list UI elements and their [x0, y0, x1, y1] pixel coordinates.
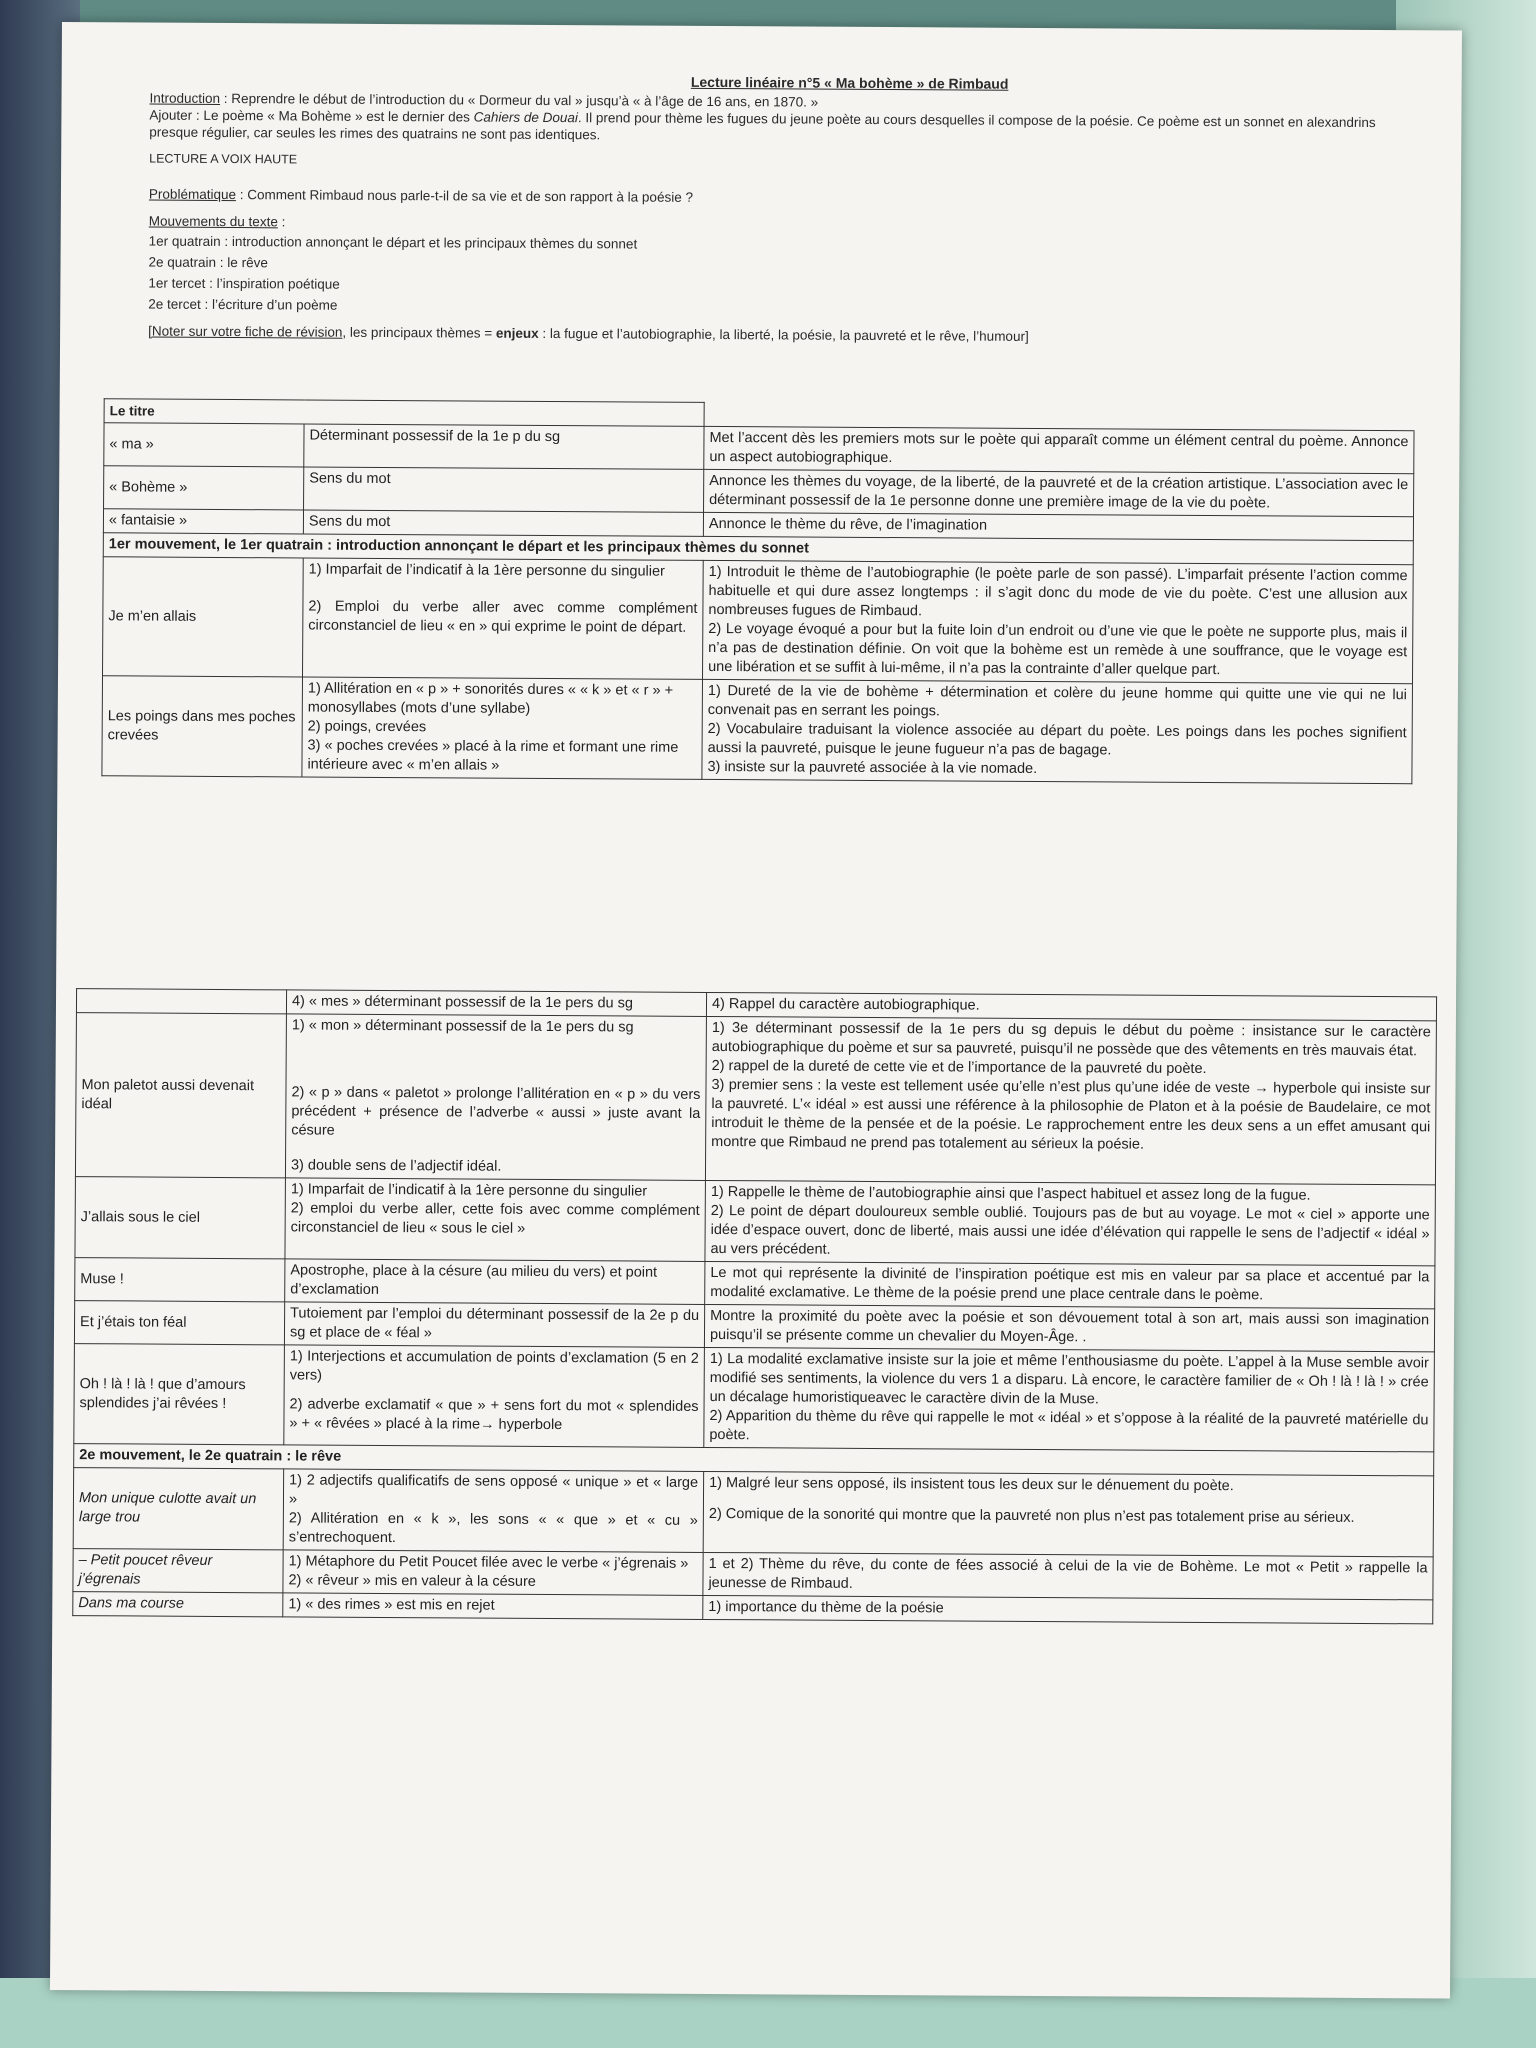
table-row	[75, 1177, 1435, 1266]
procede-item: 1) Imparfait de l’indicatif à la 1ère personne du singulier	[308, 561, 665, 580]
procede-cell: Déterminant possessif de la 1e p du sg	[304, 424, 704, 469]
procede-item: 2) emploi du verbe aller, cette fois avec comme complément circonstanciel de lieu « sous le ciel »	[290, 1200, 700, 1237]
quote-text: – Petit poucet rêveur j’égrenais	[78, 1552, 213, 1588]
procede-cell: Apostrophe, place à la césure (au milieu du vers) et point d’exclamation	[285, 1259, 705, 1305]
interpretation-cell	[705, 1016, 1436, 1184]
procede-item: 3) double sens de l’adjectif idéal.	[290, 1157, 502, 1175]
procede-item: 3) « poches crevées » placé à la rime et formant une rime intérieure avec « m’en allais »	[307, 737, 679, 774]
procede-cell	[285, 1014, 706, 1181]
interpretation-item: 2) Vocabulaire traduisant la violence associée au départ du poète. Les poings dans les poches signifient aussi la pauvreté, puisque le jeune fugueur n’a pas de bagage.	[707, 720, 1407, 759]
movement-2-heading: 2e mouvement, le 2e quatrain : le rêve	[74, 1444, 1434, 1476]
interpretation-cell: Met l’accent dès les premiers mots sur le poète qui apparaît comme un élément central du poème. Annonce un aspect autobiographique.	[704, 426, 1414, 473]
quote-cell: « fantaisie »	[103, 509, 303, 534]
interpretation-cell	[705, 1180, 1435, 1265]
quote-cell: Et j’étais ton féal	[74, 1301, 284, 1345]
quote-text: Dans ma course	[78, 1595, 184, 1612]
table-row	[102, 676, 1413, 784]
noter-bold: enjeux	[495, 325, 539, 341]
procede-item: 1) 2 adjectifs qualificatifs de sens opposé « unique » et « large »	[288, 1472, 699, 1508]
interpretation-item: 2) Le point de départ douloureux semble oublié. Toujours pas de but au voyage. Le mot « ciel » apporte une idée d’espace ouvert, donc de liberté, mais aussi une idée d’élévation qui rappelle le sens de l’adjectif « idéal » au vers précédent.	[710, 1202, 1430, 1258]
interpretation-item: 1) La modalité exclamative insiste sur la joie et même l’enthousiasme du poète. L’appel à la Muse semble avoir modifié ses sentiments, la violence du vers 1 a disparu. Là encore, le caractère familier de « Oh ! là ! là ! » crée un décalage humoristiqueavec le caractère divin de la Muse.	[709, 1350, 1429, 1408]
introduction-label: Introduction	[149, 90, 221, 106]
procede-cell	[284, 1345, 705, 1448]
interpretation-item: 2) Comique de la sonorité qui montre que la pauvreté non plus n’est pas totalement prise au sérieux.	[708, 1505, 1355, 1526]
procede-item: 2) « p » dans « paletot » prolonge l’allitération en « p » du vers précédent + présence de l’adverbe « aussi » juste avant la césure	[291, 1084, 701, 1139]
problematique-label: Problématique	[148, 186, 237, 203]
procede-cell: Sens du mot	[303, 510, 703, 536]
interpretation-item: 1) Introduit le thème de l’autobiographie (le poète parle de son passé). L’imparfait présente l’action comme habituelle et qui dure assez longtemps : il s’agit donc du mode de vie du poète. C’est une allusion aux nombreuses fugues de Rimbaud.	[708, 563, 1408, 620]
quote-cell: Mon paletot aussi devenait idéal	[75, 1013, 286, 1178]
mouvement-item: 1er quatrain : introduction annonçant le départ et les principaux thèmes du sonnet	[148, 233, 638, 252]
procede-item: 2) Emploi du verbe aller avec comme complément circonstanciel de lieu « en » qui exprime le point de départ.	[308, 598, 698, 636]
interpretation-item: 1) 3e déterminant possessif de la 1e pers du sg depuis le début du poème : insistance sur le caractère autobiographique du poème et sur sa pauvreté, puisqu’il ne possède que des vêtements en très mauvais état.	[711, 1019, 1431, 1060]
mouvements-list	[148, 233, 1408, 321]
interpretation-cell	[703, 560, 1414, 683]
interpretation-cell	[702, 679, 1413, 783]
interpretation-item: 1) Dureté de la vie de bohème + détermination et colère du jeune homme qui quitte une vie qui ne lui convenait pas en serrant les poings.	[707, 682, 1407, 720]
table-row	[73, 1468, 1433, 1557]
interpretation-item: 1) Rappelle le thème de l’autobiographie ainsi que l’aspect habituel et assez long de la fugue.	[710, 1183, 1311, 1204]
section-title: Le titre	[104, 399, 704, 427]
quote-cell: « ma »	[104, 423, 304, 467]
problematique-text: : Comment Rimbaud nous parle-t-il de sa vie et de son rapport à la poésie ?	[235, 187, 694, 205]
ajouter-text-1: Ajouter : Le poème « Ma Bohème » est le dernier des	[149, 107, 474, 125]
mouvement-item: 2e tercet : l’écriture d’un poème	[148, 296, 338, 313]
interpretation-cell: Annonce les thèmes du voyage, de la liberté, de la pauvreté et de la création artistique. L’association avec le déterminant possessif de la 1e personne donne une première image de la vie du poète.	[704, 469, 1414, 516]
analysis-table-2	[72, 988, 1437, 1624]
table-row	[103, 557, 1414, 684]
lecture-voix-haute: LECTURE A VOIX HAUTE	[149, 151, 298, 167]
quote-cell: J’allais sous le ciel	[75, 1177, 285, 1259]
interpretation-cell: Annonce le thème du rêve, de l’imagination	[703, 512, 1413, 540]
document-title: Lecture linéaire n°5 « Ma bohème » de Rimbaud	[690, 73, 1009, 92]
interpretation-item: 2) rappel de la dureté de cette vie et de l’importance de la pauvreté du poète.	[711, 1057, 1207, 1078]
procede-item: 1) « mon » déterminant possessif de la 1e pers du sg	[291, 1017, 634, 1036]
quote-cell: Je m’en allais	[103, 557, 304, 677]
interpretation-item: 1) Malgré leur sens opposé, ils insistent tous les deux sur le dénuement du poète.	[709, 1474, 1234, 1495]
analysis-table-1	[101, 398, 1414, 784]
procede-cell: 1) « des rimes » est mis en rejet	[283, 1593, 703, 1620]
procede-cell: 4) « mes » déterminant possessif de la 1e pers du sg	[286, 990, 706, 1017]
interpretation-cell: Le mot qui représente la divinité de l’inspiration poétique est mis en valeur par sa place et accentué par la modalité exclamative. Le thème de la poésie prend une place centrale dans le poème.	[705, 1261, 1435, 1308]
procede-cell	[283, 1550, 703, 1596]
interpretation-item: 2) Apparition du thème du rêve qui rappelle le mot « idéal » et s’oppose à la réalité de la pauvreté matérielle du poète.	[709, 1407, 1429, 1444]
mouvement-item: 2e quatrain : le rêve	[148, 254, 268, 271]
procede-item: 2) Allitération en « k », les sons « « que » et « cu » s’entrechoquent.	[288, 1510, 698, 1547]
quote-cell	[73, 1468, 283, 1550]
procede-cell	[285, 1178, 705, 1262]
procede-item: 2) adverbe exclamatif « que » + sens fort du mot « splendides » + « rêvées » placé à la rime→ hyperbole	[289, 1396, 699, 1434]
interpretation-cell: Montre la proximité du poète avec la poésie et son dévouement total à son art, mais aussi son imagination puisqu’il se présente comme un chevalier du Moyen-Âge. .	[704, 1304, 1434, 1351]
quote-cell	[76, 989, 286, 1014]
ajouter-text-2: . Il prend pour thème les fugues du jeune poète au cours desquelles il compose de la poésie. Ce poème est un sonnet en alexandrins presque régulier, car seules les rimes des quatrains ne sont pas identiques.	[149, 110, 1376, 143]
movement-1-heading: 1er mouvement, le 1er quatrain : introduction annonçant le départ et les principaux thèmes du sonnet	[103, 533, 1413, 565]
mouvements-colon: :	[277, 214, 286, 230]
document-header	[148, 71, 1410, 348]
procede-item: 1) Interjections et accumulation de points d’exclamation (5 en 2 vers)	[289, 1348, 699, 1384]
quote-cell: Les poings dans mes poches crevées	[102, 676, 303, 777]
interpretation-cell: 4) Rappel du caractère autobiographique.	[706, 992, 1436, 1020]
procede-item: 2) « rêveur » mis en valeur à la césure	[288, 1572, 536, 1590]
procede-cell: Sens du mot	[304, 467, 704, 512]
quote-cell	[73, 1592, 283, 1617]
interpretation-cell: 1 et 2) Thème du rêve, du conte de fées associé à celui de la vie de Bohème. Le mot « Petit » rappelle la jeunesse de Rimbaud.	[703, 1552, 1433, 1599]
procede-cell	[283, 1469, 703, 1553]
interpretation-item: 3) premier sens : la veste est tellement usée qu’elle n’est plus qu’une idée de veste → hyperbole qui insiste sur la pauvreté. L’« idéal » est aussi une référence à la philosophie de Platon et à la poésie de Baudelaire, ce mot introduit le thème de la pensée et de la poésie. Le rapprochement entre les deux sens a un effet amusant qui montre que Rimbaud ne prend pas totalement au sérieux la poésie.	[711, 1076, 1431, 1153]
interpretation-item: 2) Le voyage évoqué a pour but la fuite loin d’un endroit ou d’une vie que le poète ne supporte plus, mais il n’a pas de destination définie. On voit que la bohème est un remède à une souffrance, que le voyage est une libération et se suffit à lui-même, il n’a pas la contrainte d’aller quelque part.	[708, 620, 1408, 679]
noter-text-1: , les principaux thèmes =	[342, 324, 496, 341]
quote-cell: « Bohème »	[104, 466, 304, 510]
procede-item: 1) Imparfait de l’indicatif à la 1ère personne du singulier	[290, 1181, 648, 1200]
interpretation-cell	[703, 1471, 1433, 1556]
quote-cell	[73, 1549, 283, 1593]
interpretation-item: 3) insiste sur la pauvreté associée à la vie nomade.	[707, 758, 1038, 777]
paper-sheet	[50, 22, 1462, 1999]
procede-cell: Tutoiement par l’emploi du déterminant possessif de la 2e p du sg et place de « féal »	[284, 1302, 704, 1348]
procede-cell	[302, 677, 703, 779]
mouvement-item: 1er tercet : l’inspiration poétique	[148, 275, 340, 292]
procede-item: 1) Allitération en « p » + sonorités dures « « k » et « r » + monosyllabes (mots d’une syllabe)	[307, 680, 674, 717]
quote-text: Mon unique culotte avait un large trou	[78, 1490, 257, 1526]
noter-label: [Noter sur votre fiche de révision	[148, 323, 343, 340]
ajouter-italic: Cahiers de Douai	[473, 109, 578, 126]
quote-cell: Oh ! là ! là ! que d’amours splendides j’ai rêvées !	[74, 1344, 285, 1445]
noter-text-2: : la fugue et l’autobiographie, la liberté, la poésie, la pauvreté et le rêve, l’humour]	[538, 325, 1029, 344]
interpretation-cell: 1) importance du thème de la poésie	[703, 1595, 1433, 1623]
mouvements-label: Mouvements du texte	[148, 213, 278, 230]
quote-cell: Muse !	[75, 1258, 285, 1302]
introduction-text: : Reprendre le début de l’introduction du « Dormeur du val » jusqu’à « à l’âge de 16 ans, en 1870. »	[220, 90, 819, 110]
table-row	[75, 1013, 1436, 1185]
table-row	[74, 1344, 1435, 1452]
procede-cell	[303, 558, 704, 679]
interpretation-cell	[704, 1347, 1435, 1451]
procede-item: 2) poings, crevées	[307, 718, 427, 736]
procede-item: 1) Métaphore du Petit Poucet filée avec le verbe « j’égrenais »	[288, 1553, 689, 1572]
